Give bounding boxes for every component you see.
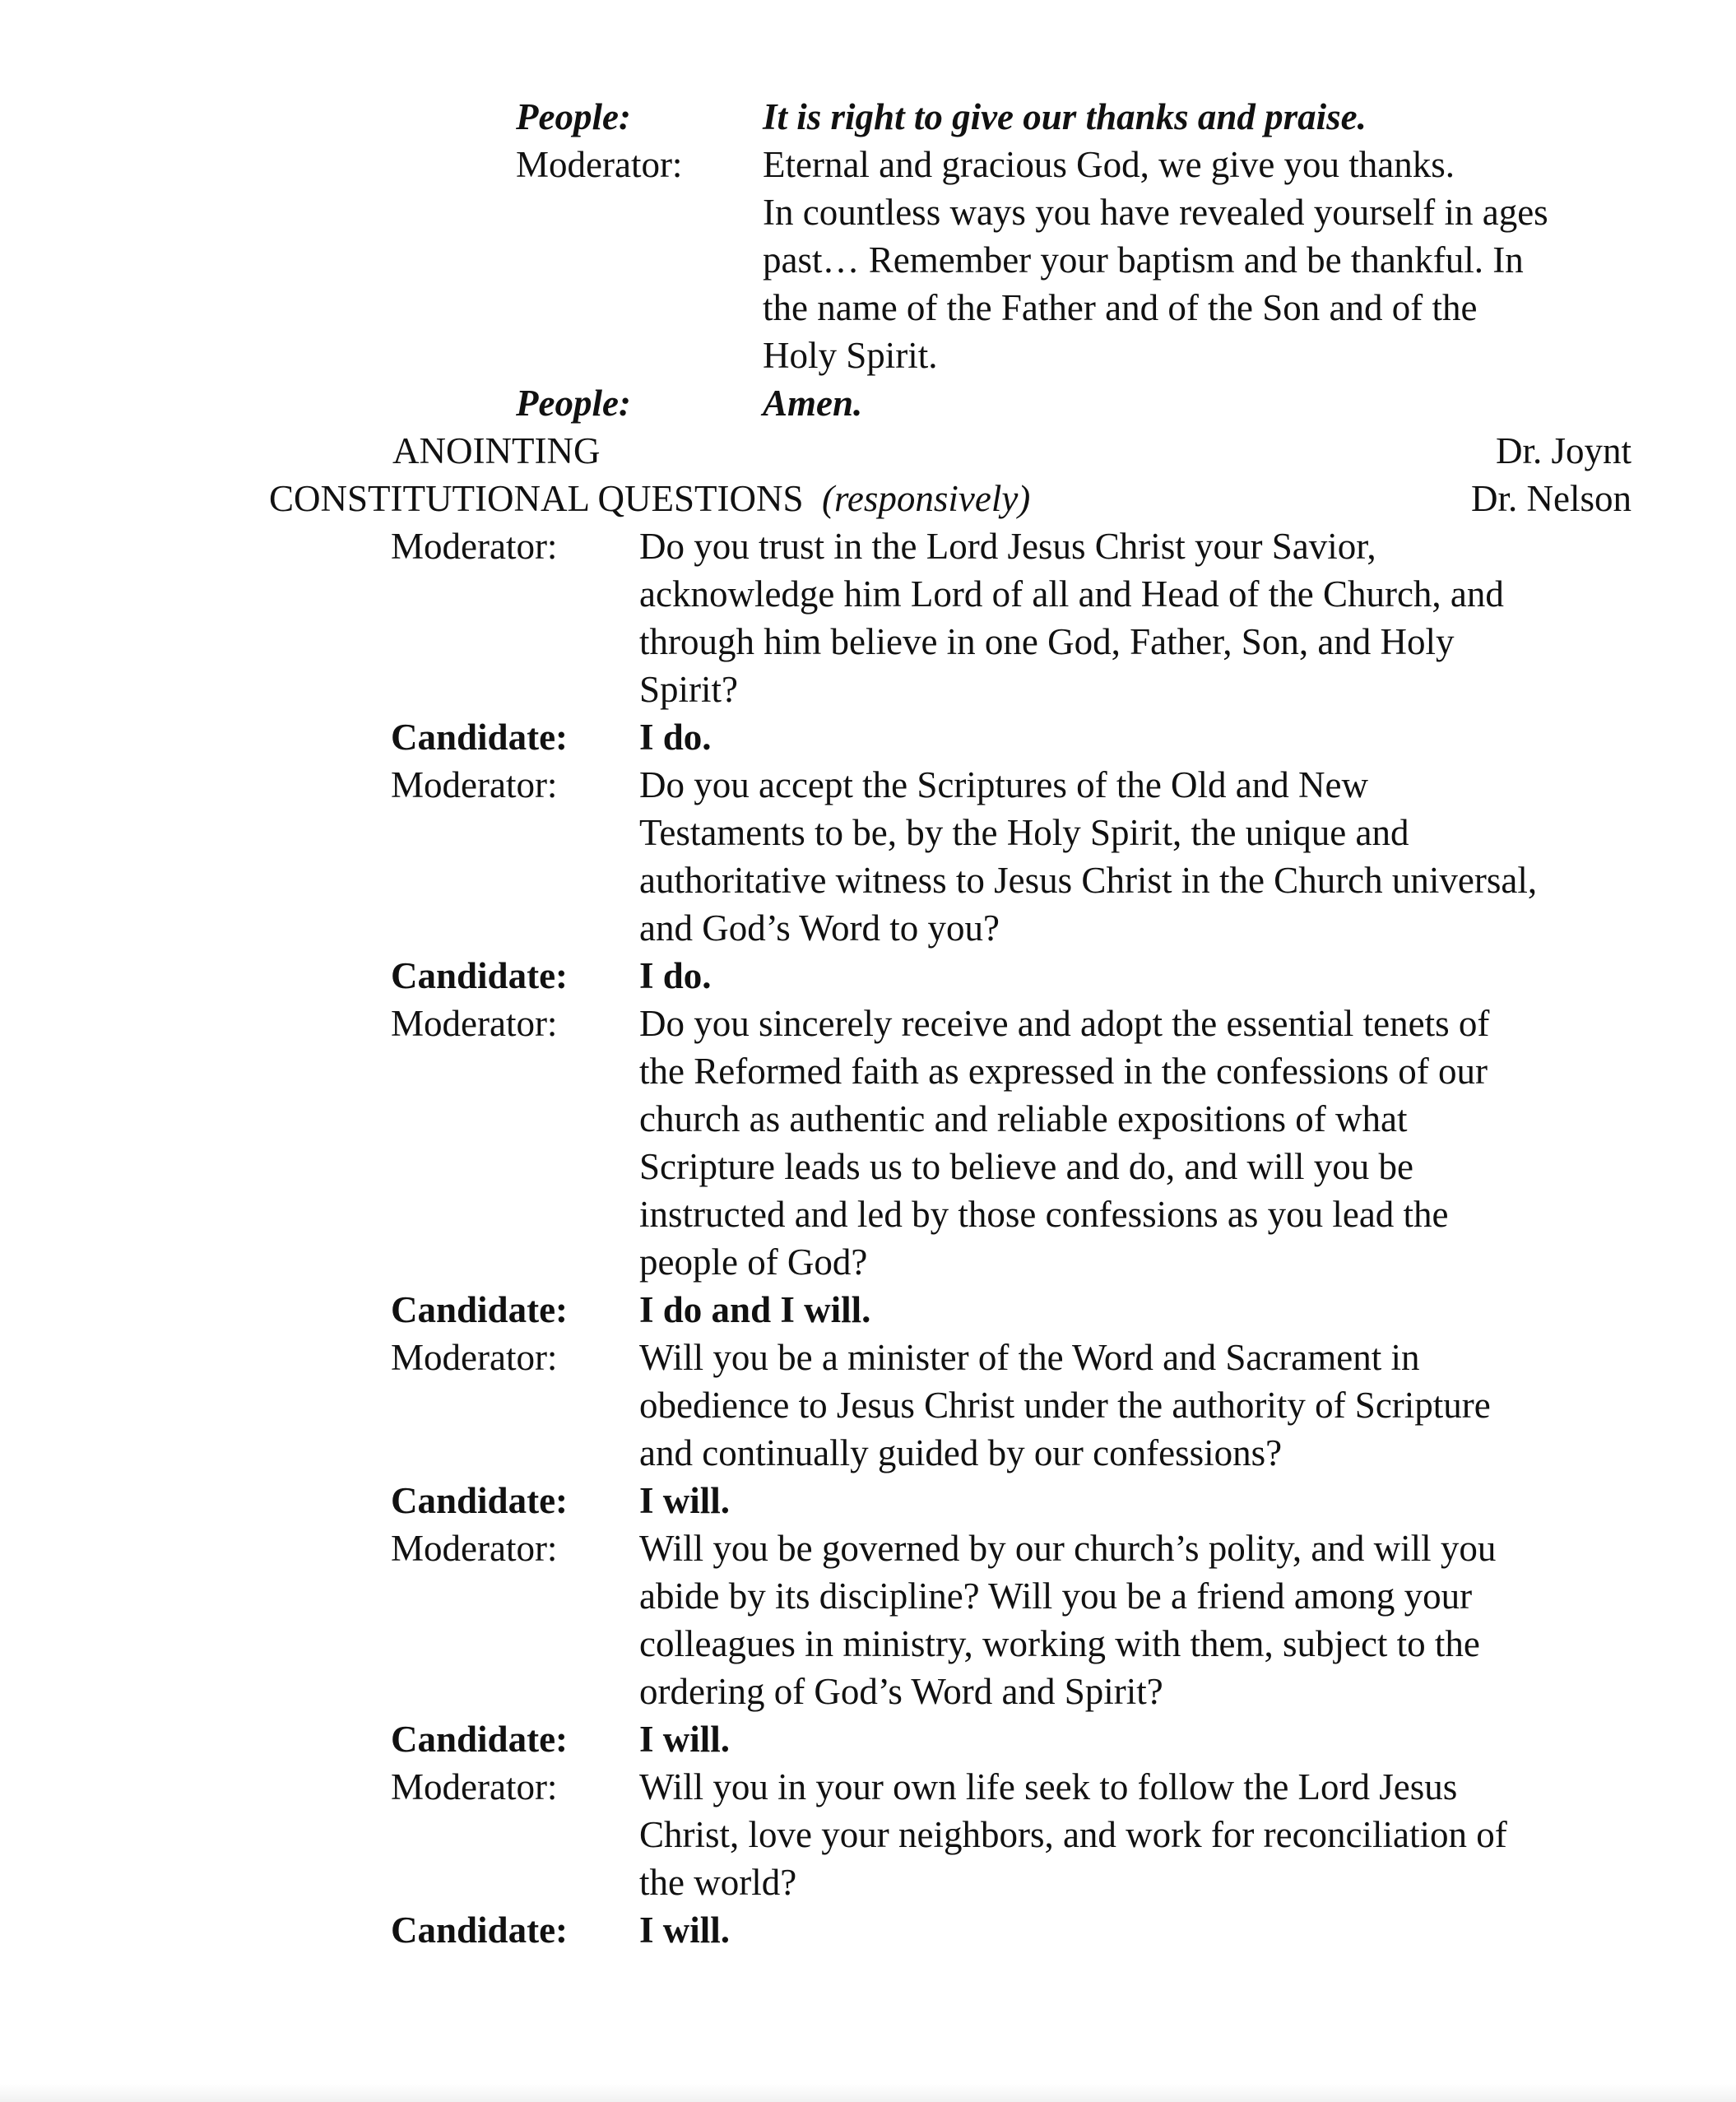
question-line: acknowledge him Lord of all and Head of the Church, and — [639, 573, 1504, 615]
candidate-answer: I do and I will. — [639, 1289, 871, 1330]
question-line: Do you accept the Scriptures of the Old and New — [639, 764, 1368, 805]
question-line: Will you be governed by our church’s polity, and will you — [639, 1528, 1497, 1569]
anointing-leader: Dr. Joynt — [1495, 430, 1632, 471]
candidate-answer: I will. — [639, 1909, 731, 1951]
moderator-line: past… Remember your baptism and be thankful. In — [763, 239, 1524, 281]
question-line: and God’s Word to you? — [639, 907, 1000, 949]
question-line: Will you in your own life seek to follow the Lord Jesus — [639, 1766, 1458, 1807]
constitutional-title: CONSTITUTIONAL QUESTIONS — [269, 478, 804, 519]
question-line: Scripture leads us to believe and do, and will you be — [639, 1146, 1414, 1187]
candidate-label: Candidate: — [391, 717, 569, 758]
question-line: Spirit? — [639, 669, 738, 710]
moderator-line: the name of the Father and of the Son and of the — [763, 287, 1478, 328]
question-line: church as authentic and reliable expositions of what — [639, 1098, 1408, 1139]
moderator-label: Moderator: — [391, 1766, 558, 1807]
moderator-label: Moderator: — [391, 1337, 558, 1378]
people-response: Amen. — [763, 383, 863, 424]
candidate-answer: I will. — [639, 1719, 731, 1760]
question-line: through him believe in one God, Father, Son, and Holy — [639, 621, 1455, 662]
people-label: People: — [516, 383, 631, 424]
candidate-label: Candidate: — [391, 1719, 569, 1760]
question-line: authoritative witness to Jesus Christ in the Church universal, — [639, 860, 1538, 901]
anointing-heading: ANOINTING — [392, 430, 601, 471]
question-line: Do you trust in the Lord Jesus Christ your Savior, — [639, 526, 1376, 567]
constitutional-heading — [269, 475, 1030, 522]
question-line: Christ, love your neighbors, and work for reconciliation of — [639, 1814, 1507, 1855]
constitutional-leader: Dr. Nelson — [1471, 478, 1632, 519]
question-line: people of God? — [639, 1241, 868, 1283]
candidate-label: Candidate: — [391, 1289, 569, 1330]
candidate-answer: I do. — [639, 955, 712, 996]
question-line: Will you be a minister of the Word and Sacrament in — [639, 1337, 1420, 1378]
question-line: obedience to Jesus Christ under the authority of Scripture — [639, 1385, 1491, 1426]
candidate-answer: I will. — [639, 1480, 731, 1521]
constitutional-note: (responsively) — [822, 478, 1031, 519]
moderator-label: Moderator: — [391, 1003, 558, 1044]
moderator-line: Holy Spirit. — [763, 335, 938, 376]
candidate-label: Candidate: — [391, 955, 569, 996]
people-label: People: — [516, 96, 631, 137]
question-line: ordering of God’s Word and Spirit? — [639, 1671, 1163, 1712]
moderator-label: Moderator: — [391, 526, 558, 567]
moderator-label: Moderator: — [516, 144, 683, 185]
question-line: Testaments to be, by the Holy Spirit, the unique and — [639, 812, 1409, 853]
question-line: colleagues in ministry, working with them, subject to the — [639, 1623, 1480, 1664]
question-line: abide by its discipline? Will you be a friend among your — [639, 1575, 1473, 1617]
moderator-line: Eternal and gracious God, we give you thanks. — [763, 144, 1455, 185]
moderator-label: Moderator: — [391, 1528, 558, 1569]
scan-edge-shadow — [0, 2084, 1736, 2102]
question-line: the world? — [639, 1862, 797, 1903]
moderator-line: In countless ways you have revealed yourself in ages — [763, 192, 1548, 233]
candidate-label: Candidate: — [391, 1909, 569, 1951]
question-line: and continually guided by our confessions? — [639, 1432, 1283, 1473]
question-line: Do you sincerely receive and adopt the essential tenets of — [639, 1003, 1490, 1044]
question-line: instructed and led by those confessions as you lead the — [639, 1194, 1449, 1235]
candidate-label: Candidate: — [391, 1480, 569, 1521]
question-line: the Reformed faith as expressed in the confessions of our — [639, 1051, 1488, 1092]
moderator-label: Moderator: — [391, 764, 558, 805]
candidate-answer: I do. — [639, 717, 712, 758]
people-response: It is right to give our thanks and praise. — [763, 96, 1367, 137]
